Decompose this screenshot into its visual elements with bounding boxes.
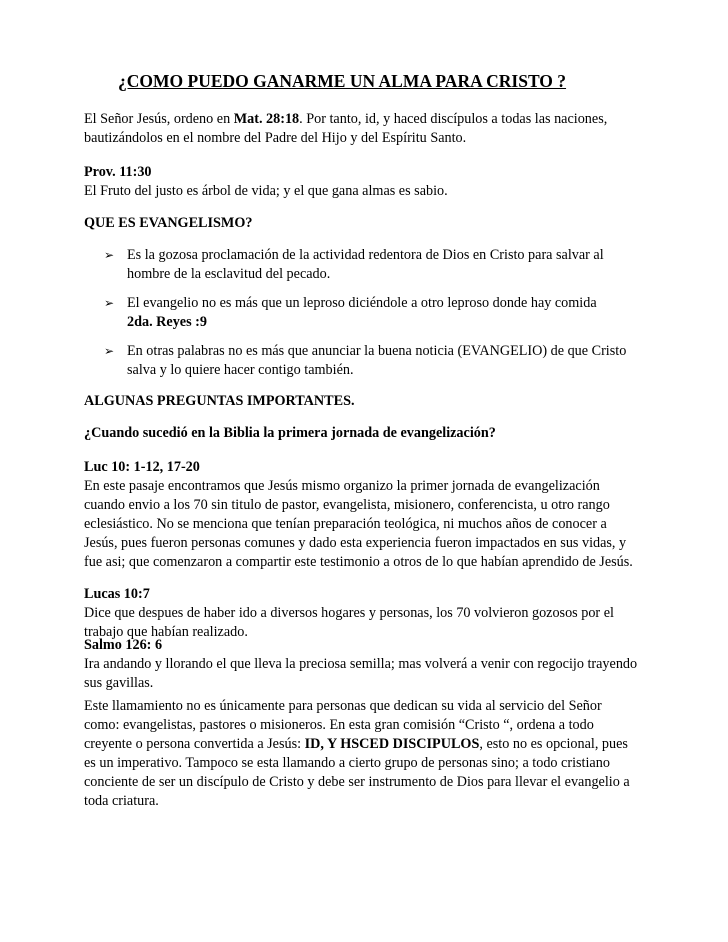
intro-text-continued: . Por tanto, id, y haced discípulos a todas las naciones, (299, 111, 608, 127)
luc-verse-ref: Luc 10: 1-12, 17-20 (84, 459, 200, 475)
question-heading (84, 424, 644, 443)
intro-verse-ref: Mat. 28:18 (233, 111, 300, 127)
evangelismo-heading-text: QUE ES EVANGELISMO? (84, 215, 253, 231)
final-line-3-text: creyente o persona convertida a Jesús: (84, 736, 305, 752)
prov-text: El Fruto del justo es árbol de vida; y el que gana almas es sabio. (84, 183, 448, 199)
bullet-2-verse-ref: 2da. Reyes :9 (127, 314, 207, 330)
page-title: ¿COMO PUEDO GANARME UN ALMA PARA CRISTO ? (118, 71, 567, 91)
lucas-line: Dice que despues de haber ido a diversos hogares y personas, los 70 volvieron gozosos por el (84, 605, 614, 621)
intro-text: El Señor Jesús, ordeno en (84, 111, 234, 127)
arrow-bullet-icon: ➢ (104, 296, 115, 310)
evangelismo-heading (84, 214, 644, 233)
intro-line-2: bautizándolos en el nombre del Padre del Hijo y del Espíritu Santo. (84, 130, 467, 146)
luc-line: En este pasaje encontramos que Jesús mismo organizo la primer jornada de evangelización (84, 478, 600, 494)
lucas-line: trabajo que habían realizado. (84, 624, 248, 640)
intro-paragraph (84, 110, 644, 148)
final-command-text: ID, Y HSCED DISCIPULOS (304, 736, 480, 752)
arrow-bullet-icon: ➢ (104, 248, 115, 262)
preguntas-heading-text: ALGUNAS PREGUNTAS IMPORTANTES. (84, 393, 355, 409)
prov-verse-ref: Prov. 11:30 (84, 164, 152, 180)
final-line-3-continued: , esto no es opcional, pues (479, 736, 628, 752)
bullet-3-line-1: En otras palabras no es más que anunciar la buena noticia (EVANGELIO) de que Cristo (127, 343, 627, 359)
preguntas-heading (84, 392, 644, 411)
final-line-1: Este llamamiento no es únicamente para personas que dedican su vida al servicio del Señor (84, 698, 602, 714)
salmo-line: Ira andando y llorando el que lleva la preciosa semilla; mas volverá a venir con regocijo trayendo (84, 656, 638, 672)
final-line-6: toda criatura. (84, 793, 159, 809)
salmo-verse-ref: Salmo 126: 6 (84, 637, 163, 653)
lucas-verse-ref: Lucas 10:7 (84, 586, 150, 602)
lucas-section (84, 585, 644, 642)
salmo-section (84, 636, 644, 693)
luc-line: cuando envio a los 70 sin titulo de pastor, evangelista, misionero, conferencista, u otro rango (84, 497, 610, 513)
luc-line: fue asi; que comenzaron a compartir este testimonio a otros de lo que habían aprendido de Jesús. (84, 554, 633, 570)
prov-section (84, 163, 644, 201)
final-line-4: es un imperativo. Tampoco se esta llamando a cierto grupo de personas sino; a todo cristiano (84, 755, 610, 771)
luc-line: Jesús, pues fueron personas comunes y dado esta experiencia fueron impactados en sus vidas, y (84, 535, 627, 551)
intro-line-1 (84, 110, 644, 129)
luc-section (84, 458, 644, 572)
luc-line: eclesiástico. No se menciona que tenían preparación teológica, ni muchos años de conocer a (84, 516, 607, 532)
final-paragraph (84, 697, 644, 811)
final-line-3 (84, 735, 644, 754)
question-text: ¿Cuando sucedió en la Biblia la primera jornada de evangelización? (84, 425, 496, 441)
salmo-line: sus gavillas. (84, 675, 154, 691)
arrow-bullet-icon: ➢ (104, 344, 115, 358)
bullet-1-line-2: hombre de la esclavitud del pecado. (127, 266, 331, 282)
final-line-5: conciente de ser un discípulo de Cristo y debe ser instrumento de Dios para llevar el evangelio a (84, 774, 630, 790)
bullet-1-line-1: Es la gozosa proclamación de la actividad redentora de Dios en Cristo para salvar al (127, 247, 604, 263)
bullet-2-line-1: El evangelio no es más que un leproso diciéndole a otro leproso donde hay comida (127, 295, 597, 311)
bullet-3-line-2: salva y lo quiere hacer contigo también. (127, 362, 354, 378)
final-line-2: como: evangelistas, pastores o misioneros. En esta gran comisión “Cristo “, ordena a todo (84, 717, 594, 733)
